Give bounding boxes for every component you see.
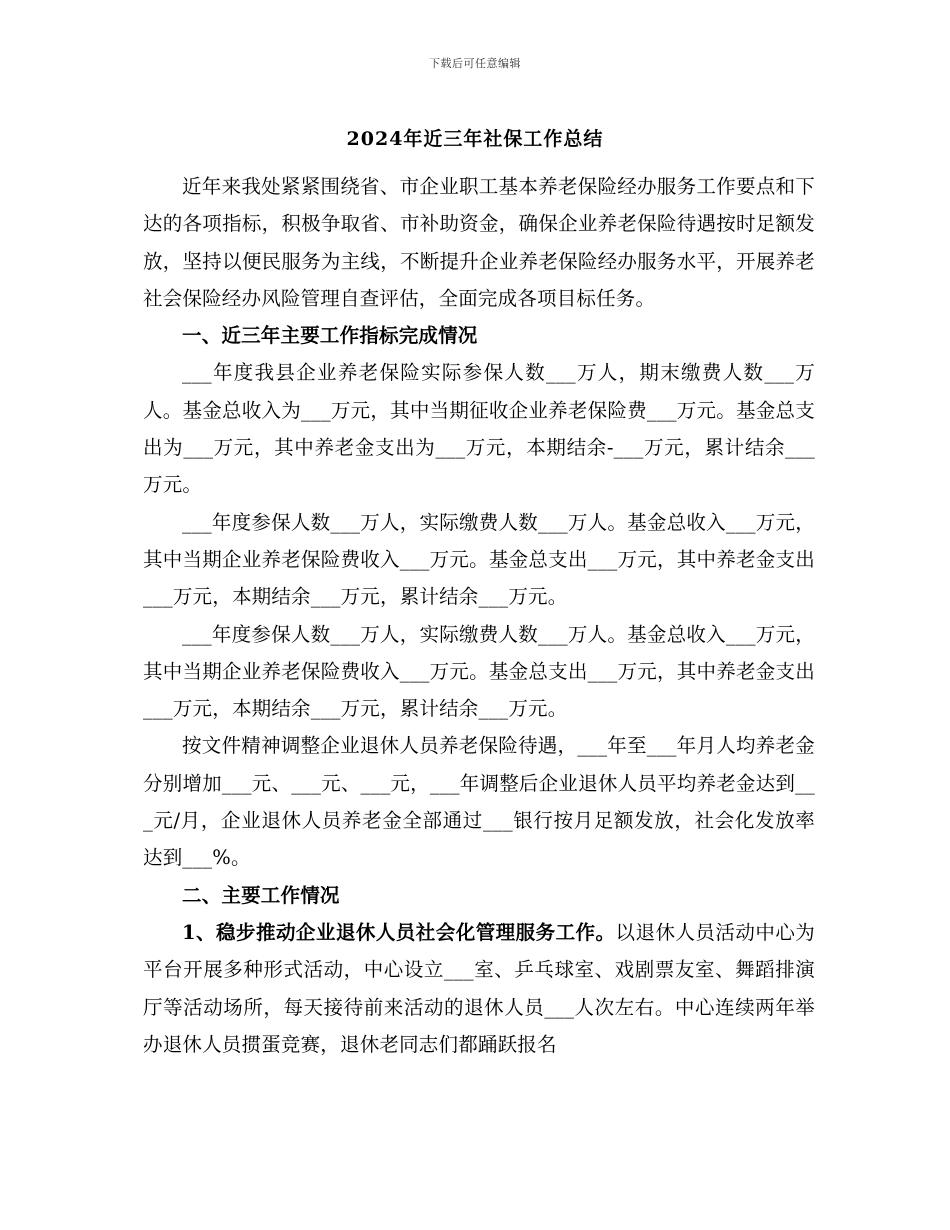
section-heading-1: 一、近三年主要工作指标完成情况 [182,324,478,348]
body-paragraph-item-1 [143,914,815,1063]
document-title: 2024年近三年社保工作总结 [346,128,604,150]
body-paragraph: ___年度参保人数___万人，实际缴费人数___万人。基金总收入___万元，其中当期企业养老保险费收入___万元。基金总支出___万元，其中养老金支出___万元，本期结余___万元，累计结余___万元。 [143,622,815,721]
header-note: 下载后可任意编辑 [429,57,521,70]
item-lead-sentence: 1、稳步推动企业退休人员社会化管理服务工作。 [182,920,616,944]
intro-paragraph: 近年来我处紧紧围绕省、市企业职工基本养老保险经办服务工作要点和下达的各项指标，积极争取省、市补助资金，确保企业养老保险待遇按时足额发放，坚持以便民服务为主线，不断提升企业养老保险经办服务水平，开展养老社会保险经办风险管理自查评估，全面完成各项目标任务。 [143,175,815,310]
item-text: 以退休人员活动中心为平台开展多种形式活动，中心设立___室、乒乓球室、戏剧票友室、舞蹈排演厅等活动场所，每天接待前来活动的退休人员___人次左右。中心连续两年举办退休人员掼蛋竞赛，退休老同志们都踊跃报名 [143,920,815,1056]
section-heading-2: 二、主要工作情况 [182,883,340,907]
body-paragraph: ___年度参保人数___万人，实际缴费人数___万人。基金总收入___万元，其中当期企业养老保险费收入___万元。基金总支出___万元，其中养老金支出___万元，本期结余___万元，累计结余___万元。 [143,510,815,609]
body-paragraph: 按文件精神调整企业退休人员养老保险待遇，___年至___年月人均养老金分别增加___元、___元、___元，___年调整后企业退休人员平均养老金达到___元/月，企业退休人员养老金全部通过___银行按月足额发放，社会化发放率达到___%。 [143,734,815,870]
body-paragraph: ___年度我县企业养老保险实际参保人数___万人，期末缴费人数___万人。基金总收入为___万元，其中当期征收企业养老保险费___万元。基金总支出为___万元，其中养老金支出为___万元，本期结余-___万元，累计结余___万元。 [143,361,815,497]
document-body [143,168,815,1063]
